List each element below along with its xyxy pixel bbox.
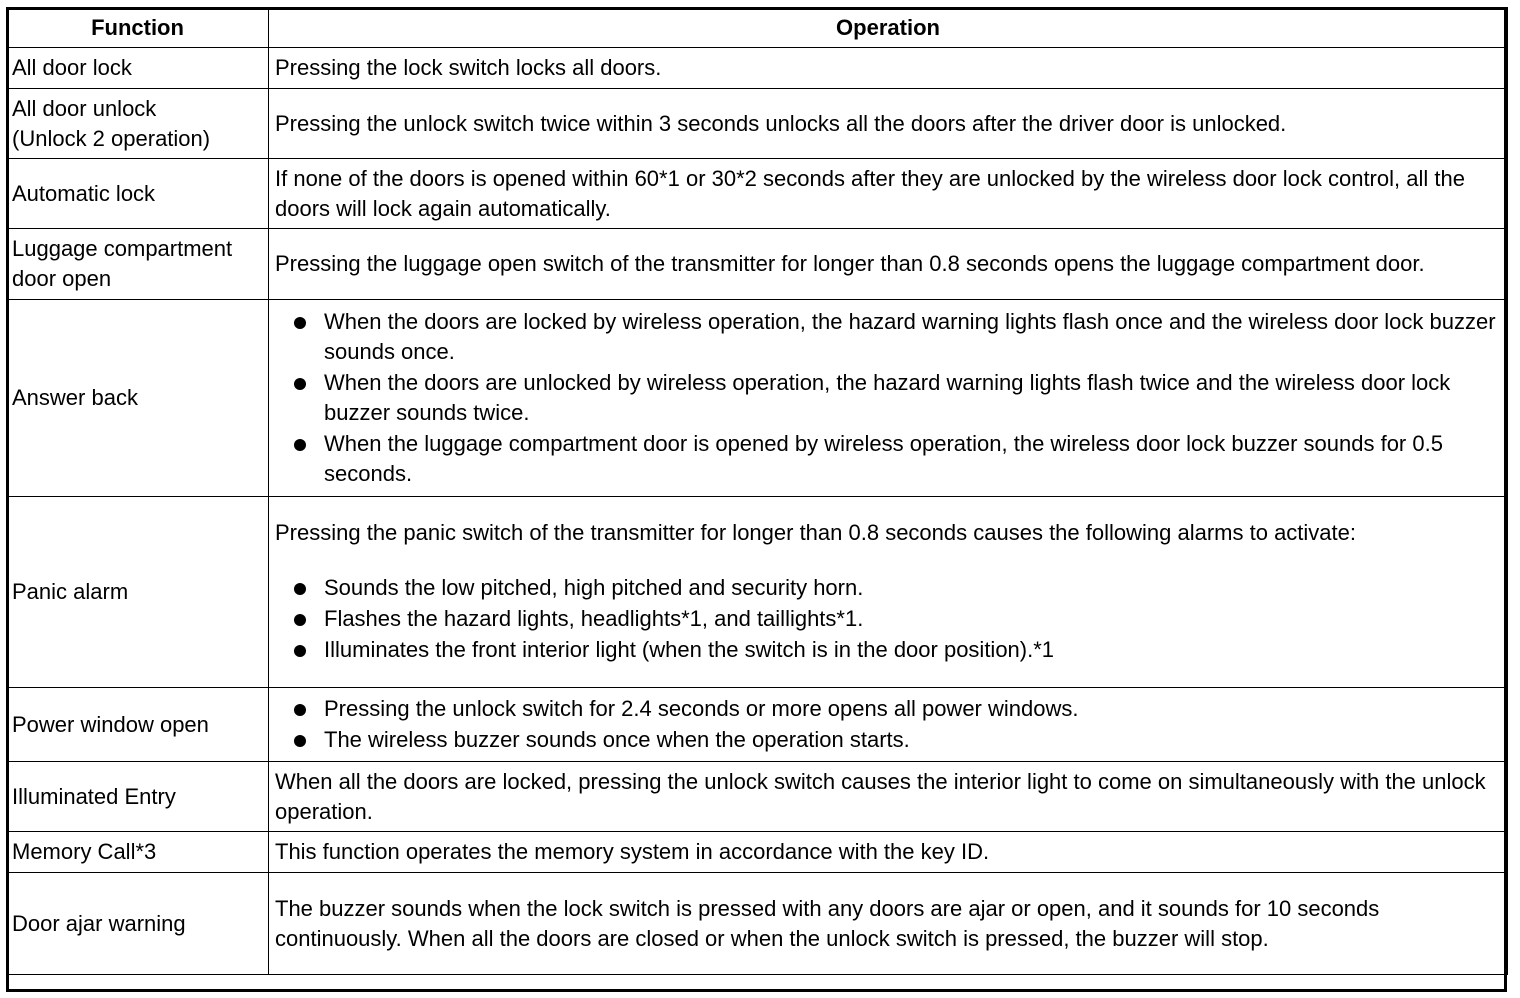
header-operation: Operation <box>269 8 1508 48</box>
function-cell: Memory Call*3 <box>7 832 269 873</box>
bullet-item: When the luggage compartment door is opened by wireless operation, the wireless door lock buzzer sounds for 0.5 seconds. <box>275 429 1502 489</box>
function-line: (Unlock 2 operation) <box>12 125 211 151</box>
operation-cell: Pressing the lock switch locks all doors. <box>269 48 1508 89</box>
function-cell: Automatic lock <box>7 159 269 229</box>
bullet-item: When the doors are unlocked by wireless operation, the hazard warning lights flash twice and the wireless door lock buzzer sounds twice. <box>275 368 1502 428</box>
function-cell: Answer back <box>7 300 269 497</box>
operation-cell: Pressing the unlock switch twice within 3 seconds unlocks all the doors after the driver door is unlocked. <box>269 89 1508 159</box>
function-cell: Panic alarm <box>7 497 269 688</box>
bullet-item: Pressing the unlock switch for 2.4 seconds or more opens all power windows. <box>275 694 1502 724</box>
bullet-item: Flashes the hazard lights, headlights*1, and taillights*1. <box>275 604 1502 634</box>
table-outer-border <box>6 7 1507 992</box>
operation-cell: This function operates the memory system in accordance with the key ID. <box>269 832 1508 873</box>
bullet-item: The wireless buzzer sounds once when the operation starts. <box>275 725 1502 755</box>
function-cell: All door lock <box>7 48 269 89</box>
bullet-item: Sounds the low pitched, high pitched and security horn. <box>275 573 1502 603</box>
bullet-item: Illuminates the front interior light (when the switch is in the door position).*1 <box>275 635 1502 665</box>
function-line: All door unlock <box>12 95 157 121</box>
operation-cell: When all the doors are locked, pressing the unlock switch causes the interior light to come on simultaneously with the unlock operation. <box>269 762 1508 832</box>
function-cell: Power window open <box>7 688 269 762</box>
function-cell: Illuminated Entry <box>7 762 269 832</box>
operation-cell: If none of the doors is opened within 60*1 or 30*2 seconds after they are unlocked by the wireless door lock control, all the doors will lock again automatically. <box>269 159 1508 229</box>
operation-cell: Pressing the luggage open switch of the transmitter for longer than 0.8 seconds opens the luggage compartment door. <box>269 229 1508 300</box>
operation-cell: The buzzer sounds when the lock switch is pressed with any doors are ajar or open, and it sounds for 10 seconds continuously. When all the doors are closed or when the unlock switch is pressed, the buzzer will stop. <box>269 873 1508 975</box>
bullet-item: When the doors are locked by wireless operation, the hazard warning lights flash once and the wireless door lock buzzer sounds once. <box>275 307 1502 367</box>
header-function: Function <box>7 8 269 48</box>
function-cell: Door ajar warning <box>7 873 269 975</box>
function-cell: Luggage compartment door open <box>7 229 269 300</box>
operation-intro: Pressing the panic switch of the transmitter for longer than 0.8 seconds causes the following alarms to activate: <box>275 520 1356 545</box>
